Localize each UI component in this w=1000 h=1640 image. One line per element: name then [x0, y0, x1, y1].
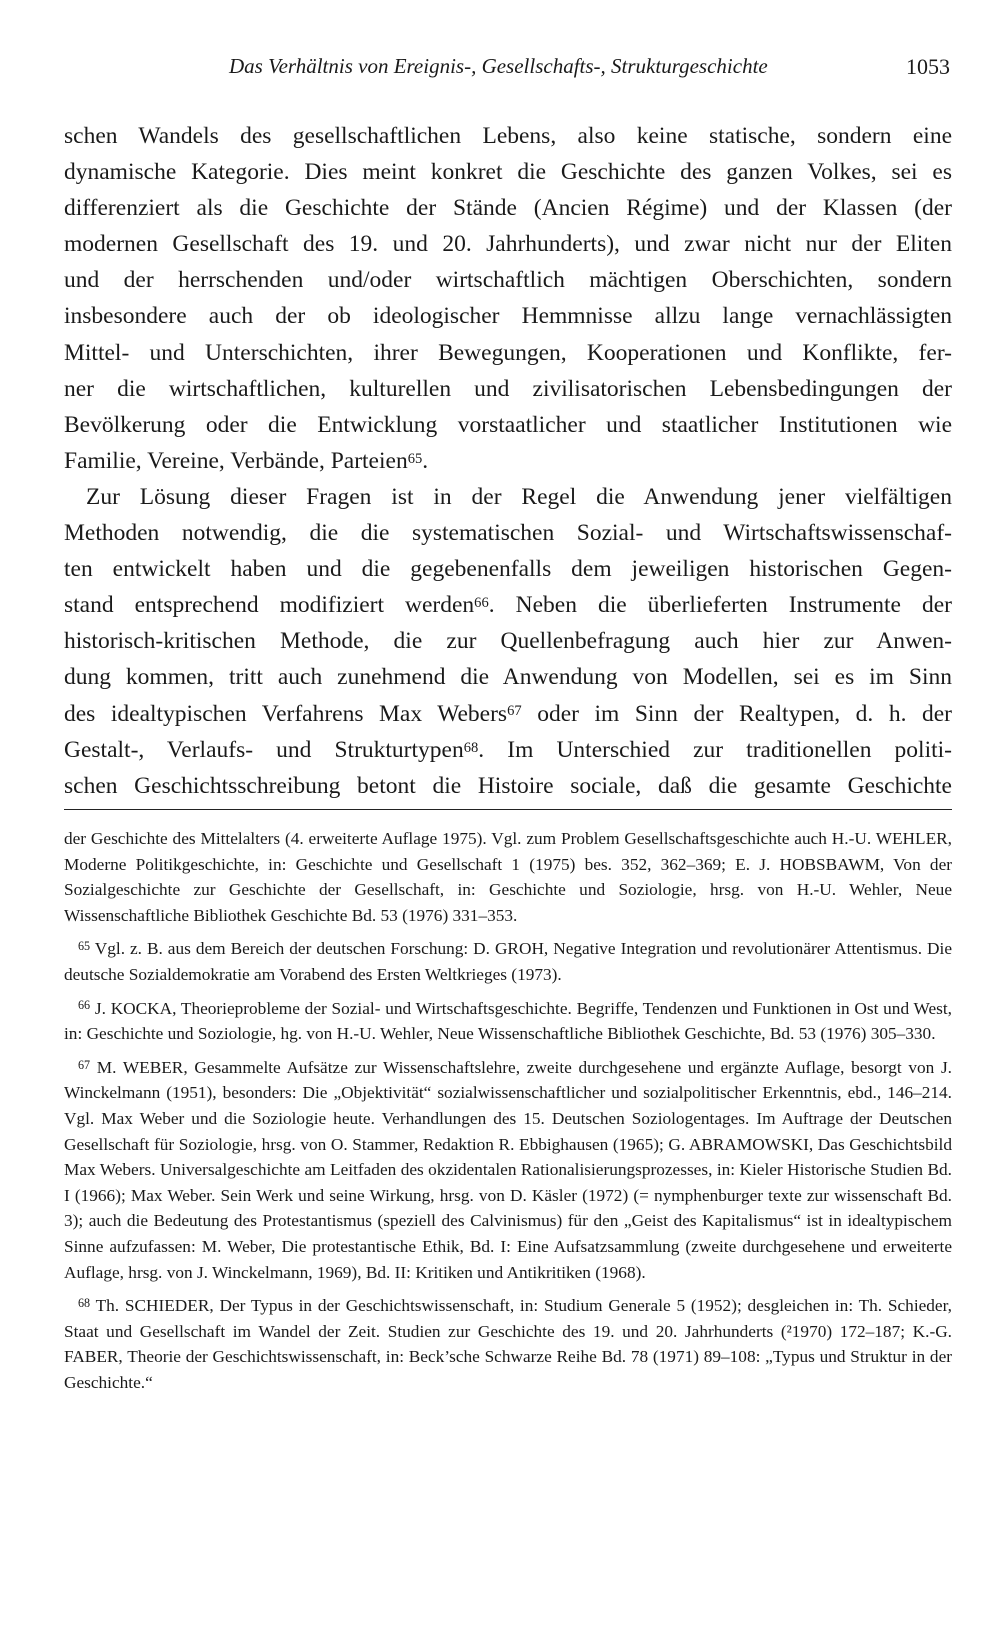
text-segment: .	[422, 447, 429, 474]
footnote-ref-67[interactable]: 67	[507, 703, 522, 720]
text-line: historisch-kritischen Methode, die zur Quellenbefragung auch hier zur Anwen-	[64, 628, 952, 655]
text-line: Bevölkerung oder die Entwicklung vorstaatlicher und staatlicher Institutionen wie	[64, 411, 952, 438]
text-segment: stand entsprechend modifiziert werden	[64, 592, 475, 619]
paragraph-1	[64, 118, 952, 479]
footnote-number: 67	[78, 1057, 91, 1072]
footnote-68	[64, 1293, 952, 1395]
text-line: modernen Gesellschaft des 19. und 20. Jahrhunderts), und zwar nicht nur der Eliten	[64, 231, 952, 258]
text-segment: Familie, Vereine, Verbände, Parteien	[64, 447, 408, 474]
footnote-continuation: der Geschichte des Mittelalters (4. erweiterte Auflage 1975). Vgl. zum Problem Gesellschaftsgeschichte auch H.-U. WEHLER, Moderne Politikgeschichte, in: Geschichte und Gesellschaft 1 (1975) bes. 352, 362–369; E. J. HOBSBAWM, Von der Sozialgeschichte zur Geschichte der Gesellschaft, in: Geschichte und Soziologie, hrsg. von H.-U. Wehler, Neue Wissenschaftliche Bibliothek Geschichte Bd. 53 (1976) 331–353.	[64, 829, 952, 925]
footnote-text: Th. SCHIEDER, Der Typus in der Geschichtswissenschaft, in: Studium Generale 5 (1952); desgleichen in: Th. Schieder, Staat und Gesellschaft im Wandel der Zeit. Studien zur Geschichte des 19. und 20. Jahrhunderts (²1970) 172–187; K.-G. FABER, Theorie der Geschichtswissenschaft, in: Beck’sche Schwarze Reihe Bd. 78 (1971) 89–108: „Typus und Struktur in der Geschichte.“	[64, 1296, 952, 1392]
text-line: ten entwickelt haben und die gegebenenfalls dem jeweiligen historischen Gegen-	[64, 556, 952, 583]
text-line: Zur Lösung dieser Fragen ist in der Regel die Anwendung jener vielfältigen	[86, 483, 952, 510]
text-line: dynamische Kategorie. Dies meint konkret die Geschichte des ganzen Volkes, sei es	[64, 159, 952, 186]
text-line	[64, 732, 952, 768]
text-segment: . Im Unterschied zur traditionellen politi-	[478, 736, 952, 763]
footnote-ref-65[interactable]: 65	[407, 450, 423, 467]
paragraph-2	[64, 479, 952, 804]
text-line: ner die wirtschaftlichen, kulturellen und zivilisatorischen Lebensbedingungen der	[64, 375, 952, 402]
footnote-number: 65	[78, 939, 91, 954]
text-line	[64, 696, 952, 732]
text-segment: des idealtypischen Verfahrens Max Webers	[64, 700, 508, 727]
text-segment: . Neben die überlieferten Instrumente der	[488, 592, 952, 619]
text-segment: oder im Sinn der Realtypen, d. h. der	[521, 700, 953, 727]
footnote-ref-66[interactable]: 66	[474, 595, 489, 612]
footnote-number: 68	[78, 1295, 91, 1310]
page-header	[64, 48, 960, 88]
text-line	[64, 443, 952, 479]
main-text	[64, 118, 952, 804]
footnote-divider	[64, 809, 952, 810]
text-segment: Gestalt-, Verlaufs- und Strukturtypen	[64, 736, 464, 763]
text-line: insbesondere auch der ob ideologischer Hemmnisse allzu lange vernachlässigten	[64, 303, 952, 330]
text-line: schen Geschichtsschreibung betont die Histoire sociale, daß die gesamte Geschichte	[64, 772, 952, 799]
text-line: differenziert als die Geschichte der Stände (Ancien Régime) und der Klassen (der	[64, 195, 952, 222]
footnote-ref-68[interactable]: 68	[463, 739, 479, 756]
footnote-66	[64, 996, 952, 1047]
text-line: dung kommen, tritt auch zunehmend die Anwendung von Modellen, sei es im Sinn	[64, 664, 952, 691]
text-line	[64, 587, 952, 623]
text-line: Mittel- und Unterschichten, ihrer Bewegungen, Kooperationen und Konflikte, fer-	[64, 339, 952, 366]
footnote-text: Vgl. z. B. aus dem Bereich der deutschen Forschung: D. GROH, Negative Integration und revolutionärer Attentismus. Die deutsche Sozialdemokratie am Vorabend des Ersten Weltkrieges (1973).	[64, 939, 952, 984]
footnote-number: 66	[78, 998, 91, 1013]
footnotes	[64, 826, 952, 1403]
footnote-text: M. WEBER, Gesammelte Aufsätze zur Wissenschaftslehre, zweite durchgesehene und ergänzte Auflage, besorgt von J. Winckelmann (1951), besonders: Die „Objektivität“ sozialwissenschaftlicher und sozialpolitischer Erkenntnis, ebd., 146–214. Vgl. Max Weber und die Soziologie heute. Verhandlungen des 15. Deutschen Soziologentages. Im Auftrage der Deutschen Gesellschaft für Soziologie, hrsg. von O. Stammer, Redaktion R. Ebbighausen (1965); G. ABRAMOWSKI, Das Geschichtsbild Max Webers. Universalgeschichte am Leitfaden des okzidentalen Rationalisierungsprozesses, in: Kieler Historische Studien Bd. I (1966); Max Weber. Sein Werk und seine Wirkung, hrsg. von D. Käsler (1972) (= nymphenburger texte zur wissenschaft Bd. 3); auch die Bedeutung des Protestantismus (speziell des Calvinismus) für den „Geist des Kapitalismus“ ist in idealtypischem Sinne aufzufassen: M. Weber, Die protestantische Ethik, Bd. I: Eine Aufsatzsammlung (zweite durchgesehene und erweiterte Auflage, hrsg. von J. Winckelmann, 1969), Bd. II: Kritiken und Antikritiken (1968).	[64, 1057, 952, 1282]
running-title: Das Verhältnis von Ereignis-, Gesellschafts-, Strukturgeschichte	[229, 54, 768, 78]
footnote-65	[64, 936, 952, 987]
text-line: Methoden notwendig, die die systematischen Sozial- und Wirtschaftswissenschaf-	[64, 520, 952, 547]
footnote-67	[64, 1055, 952, 1285]
text-line: schen Wandels des gesellschaftlichen Lebens, also keine statische, sondern eine	[64, 123, 952, 149]
footnote-text: J. KOCKA, Theorieprobleme der Sozial- und Wirtschaftsgeschichte. Begriffe, Tendenzen und Funktionen in Ost und West, in: Geschichte und Soziologie, hg. von H.-U. Wehler, Neue Wissenschaftliche Bibliothek Geschichte, Bd. 53 (1976) 305–330.	[64, 998, 952, 1044]
page-number: 1053	[906, 54, 950, 79]
text-line: und der herrschenden und/oder wirtschaftlich mächtigen Oberschichten, sondern	[64, 267, 952, 294]
